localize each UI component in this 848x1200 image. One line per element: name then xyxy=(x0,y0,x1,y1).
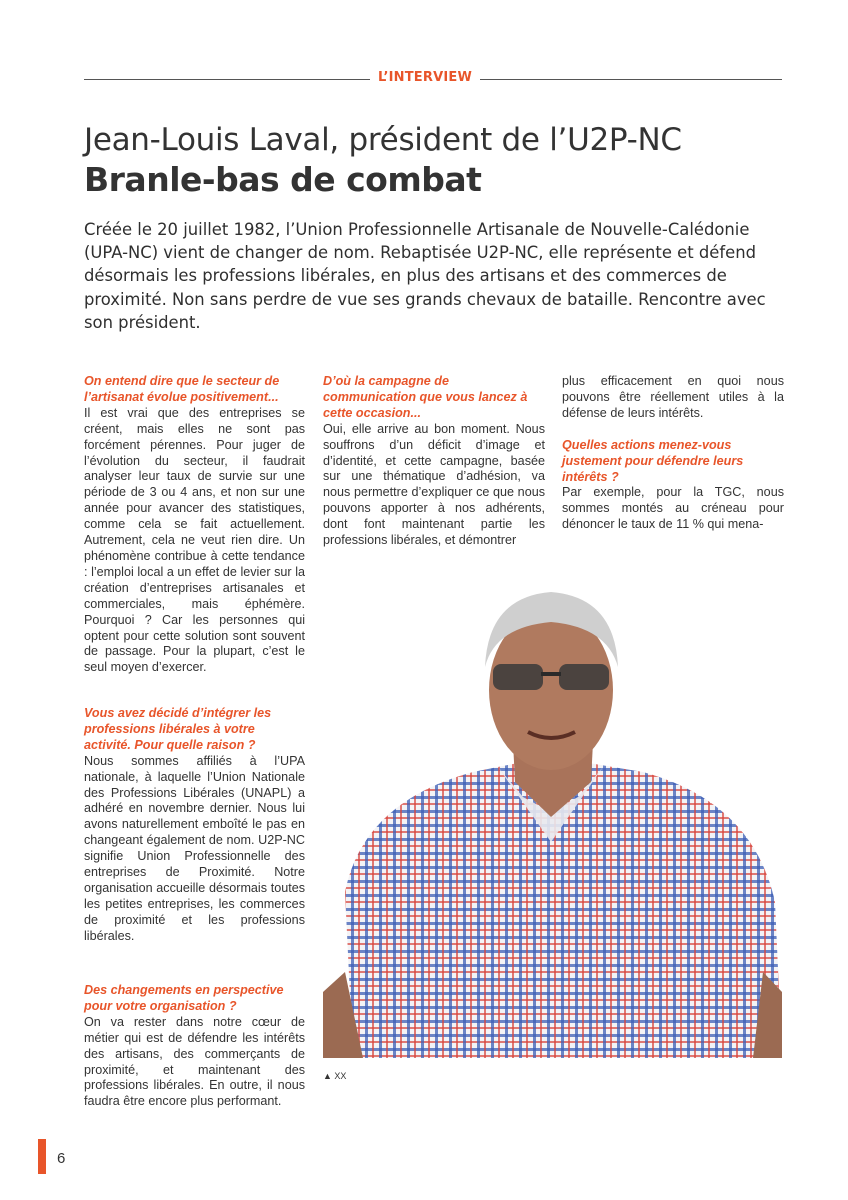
rubric-rule-right xyxy=(480,79,782,80)
portrait-photo xyxy=(323,572,782,1058)
qa-block-5 xyxy=(562,374,784,533)
photo-caption: ▲ XX xyxy=(323,1071,347,1081)
answer-2: Nous sommes affiliés à l’UPA nationale, à laquelle l’Union Nationale des Professions Libérales (UNAPL) a adhéré en novembre dernier. Nous lui avons naturellement emboîté le pas en changeant également de nom. U2P-NC signifie Union Professionnelle des entreprises de Proximité. Notre organisation accueille désormais toutes les petites entreprises, les commerces de proximité et les professions libérales. xyxy=(84,753,305,943)
question-1: On entend dire que le secteur de l’artisanat évolue positivement... xyxy=(84,374,280,404)
question-2: Vous avez décidé d’intégrer les professions libérales à votre activité. Pour quelle raison ? xyxy=(84,706,272,752)
answer-1: Il est vrai que des entreprises se créent, mais elles ne sont pas forcément pérennes. Pour juger de l’évolution du secteur, il faudrait analyser leur taux de survie sur une période de 3 ou 4 ans, et non sur une année pour avancer des statistiques, comme cela se fait actuellement. Autrement, cela ne veut rien dire. Un phénomène contribue à cette tendance : l’emploi local a un effet de levier sur la création d’entreprises artisanales et commerciales, mais éphémère. Pourquoi ? Car les personnes qui optent pour cette solution sont souvent de passage. Pour la plupart, c’est le seul moyen d’exercer. xyxy=(84,405,305,675)
page-number: 6 xyxy=(57,1150,66,1167)
section-rubric: L’INTERVIEW xyxy=(377,70,473,85)
answer-5: Par exemple, pour la TGC, nous sommes montés au créneau pour dénoncer le taux de 11 % qui mena- xyxy=(562,485,784,532)
answer-4: Oui, elle arrive au bon moment. Nous souffrons d’un déficit d’image et d’identité, et cette campagne, basée sur une thématique d’adhésion, va nous permettre d’expliquer ce que nous pouvons apporter à nos adhérents, dont font maintenant partie les professions libérales, et démontrer xyxy=(323,421,545,548)
article-subtitle: Branle-bas de combat xyxy=(84,160,482,199)
qa-block-4 xyxy=(323,374,545,549)
qa-block-1 xyxy=(84,374,305,676)
article-title: Jean-Louis Laval, président de l’U2P-NC xyxy=(84,122,682,158)
question-5: Quelles actions menez-vous justement pour défendre leurs intérêts ? xyxy=(562,437,744,484)
article-intro: Créée le 20 juillet 1982, l’Union Professionnelle Artisanale de Nouvelle-Calédonie (UPA-NC) vient de changer de nom. Rebaptisée U2P-NC, elle représente et défend désormais les professions libérales, en plus des artisans et des commerces de proximité. Non sans perdre de vue ses grands chevaux de bataille. Rencontre avec son président. xyxy=(84,220,766,332)
answer-3: On va rester dans notre cœur de métier qui est de défendre les intérêts des artisans, des commerçants de proximité, et maintenant des professions libérales. En outre, il nous faudra être encore plus performant. xyxy=(84,1014,305,1109)
question-3: Des changements en perspective pour votre organisation ? xyxy=(84,983,284,1013)
qa-block-2 xyxy=(84,706,305,945)
rubric-rule-left xyxy=(84,79,370,80)
question-4: D’où la campagne de communication que vous lancez à cette occasion... xyxy=(323,374,528,420)
qa-block-3 xyxy=(84,983,305,1110)
page-marker-bar xyxy=(38,1139,46,1174)
answer-4-continued: plus efficacement en quoi nous pouvons être réellement utiles à la défense de leurs intérêts. xyxy=(562,374,784,420)
